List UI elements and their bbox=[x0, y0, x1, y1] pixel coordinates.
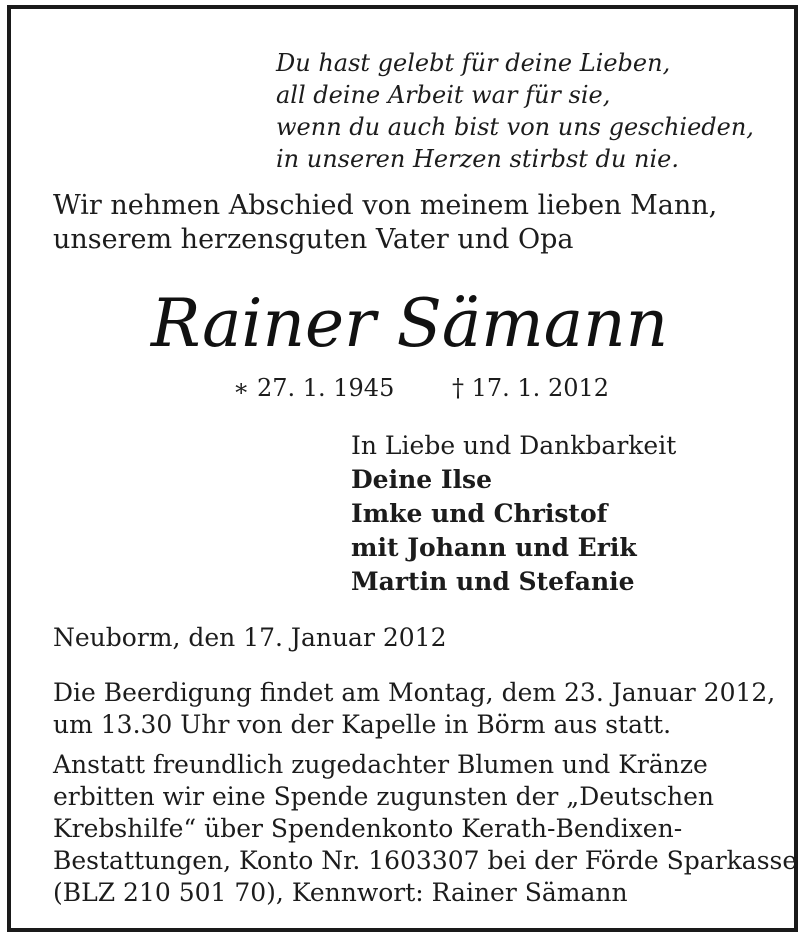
death-date: † 17. 1. 2012 bbox=[451, 374, 610, 402]
birth-date: ∗ 27. 1. 1945 bbox=[233, 374, 395, 402]
life-dates bbox=[233, 371, 609, 405]
donation-line: Anstatt freundlich zugedachter Blumen und Kränze bbox=[53, 750, 708, 779]
obituary-frame bbox=[7, 5, 798, 932]
donation-line: erbitten wir eine Spende zugunsten der „Deutschen bbox=[53, 782, 715, 811]
deceased-name: Rainer Sämann bbox=[150, 285, 669, 362]
poem-line: all deine Arbeit war für sie, bbox=[276, 81, 611, 109]
donation-request bbox=[53, 749, 797, 909]
donation-line: Krebshilfe“ über Spendenkonto Kerath-Bendixen- bbox=[53, 814, 683, 843]
poem-line: Du hast gelebt für deine Lieben, bbox=[276, 49, 671, 77]
poem-line: in unseren Herzen stirbst du nie. bbox=[276, 145, 679, 173]
poem-line: wenn du auch bist von uns geschieden, bbox=[276, 113, 754, 141]
place-and-date: Neuborm, den 17. Januar 2012 bbox=[53, 623, 447, 652]
mourner-name: Imke und Christof bbox=[351, 499, 608, 528]
intro-line: Wir nehmen Abschied von meinem lieben Mann, bbox=[53, 190, 718, 221]
mourners-signature bbox=[351, 429, 676, 599]
funeral-line: um 13.30 Uhr von der Kapelle in Börm aus statt. bbox=[53, 710, 672, 739]
signature-lead: In Liebe und Dankbarkeit bbox=[351, 431, 677, 460]
funeral-notice bbox=[53, 677, 775, 741]
donation-line: Bestattungen, Konto Nr. 1603307 bei der Förde Sparkasse bbox=[53, 846, 798, 875]
mourner-name: Deine Ilse bbox=[351, 465, 493, 494]
memorial-poem bbox=[276, 47, 754, 175]
donation-line: (BLZ 210 501 70), Kennwort: Rainer Sämann bbox=[53, 878, 628, 907]
mourner-name: Martin und Stefanie bbox=[351, 567, 635, 596]
mourner-name: mit Johann und Erik bbox=[351, 533, 637, 562]
funeral-line: Die Beerdigung findet am Montag, dem 23. Januar 2012, bbox=[53, 678, 776, 707]
intro-line: unserem herzensguten Vater und Opa bbox=[53, 224, 574, 255]
farewell-intro bbox=[53, 189, 717, 257]
